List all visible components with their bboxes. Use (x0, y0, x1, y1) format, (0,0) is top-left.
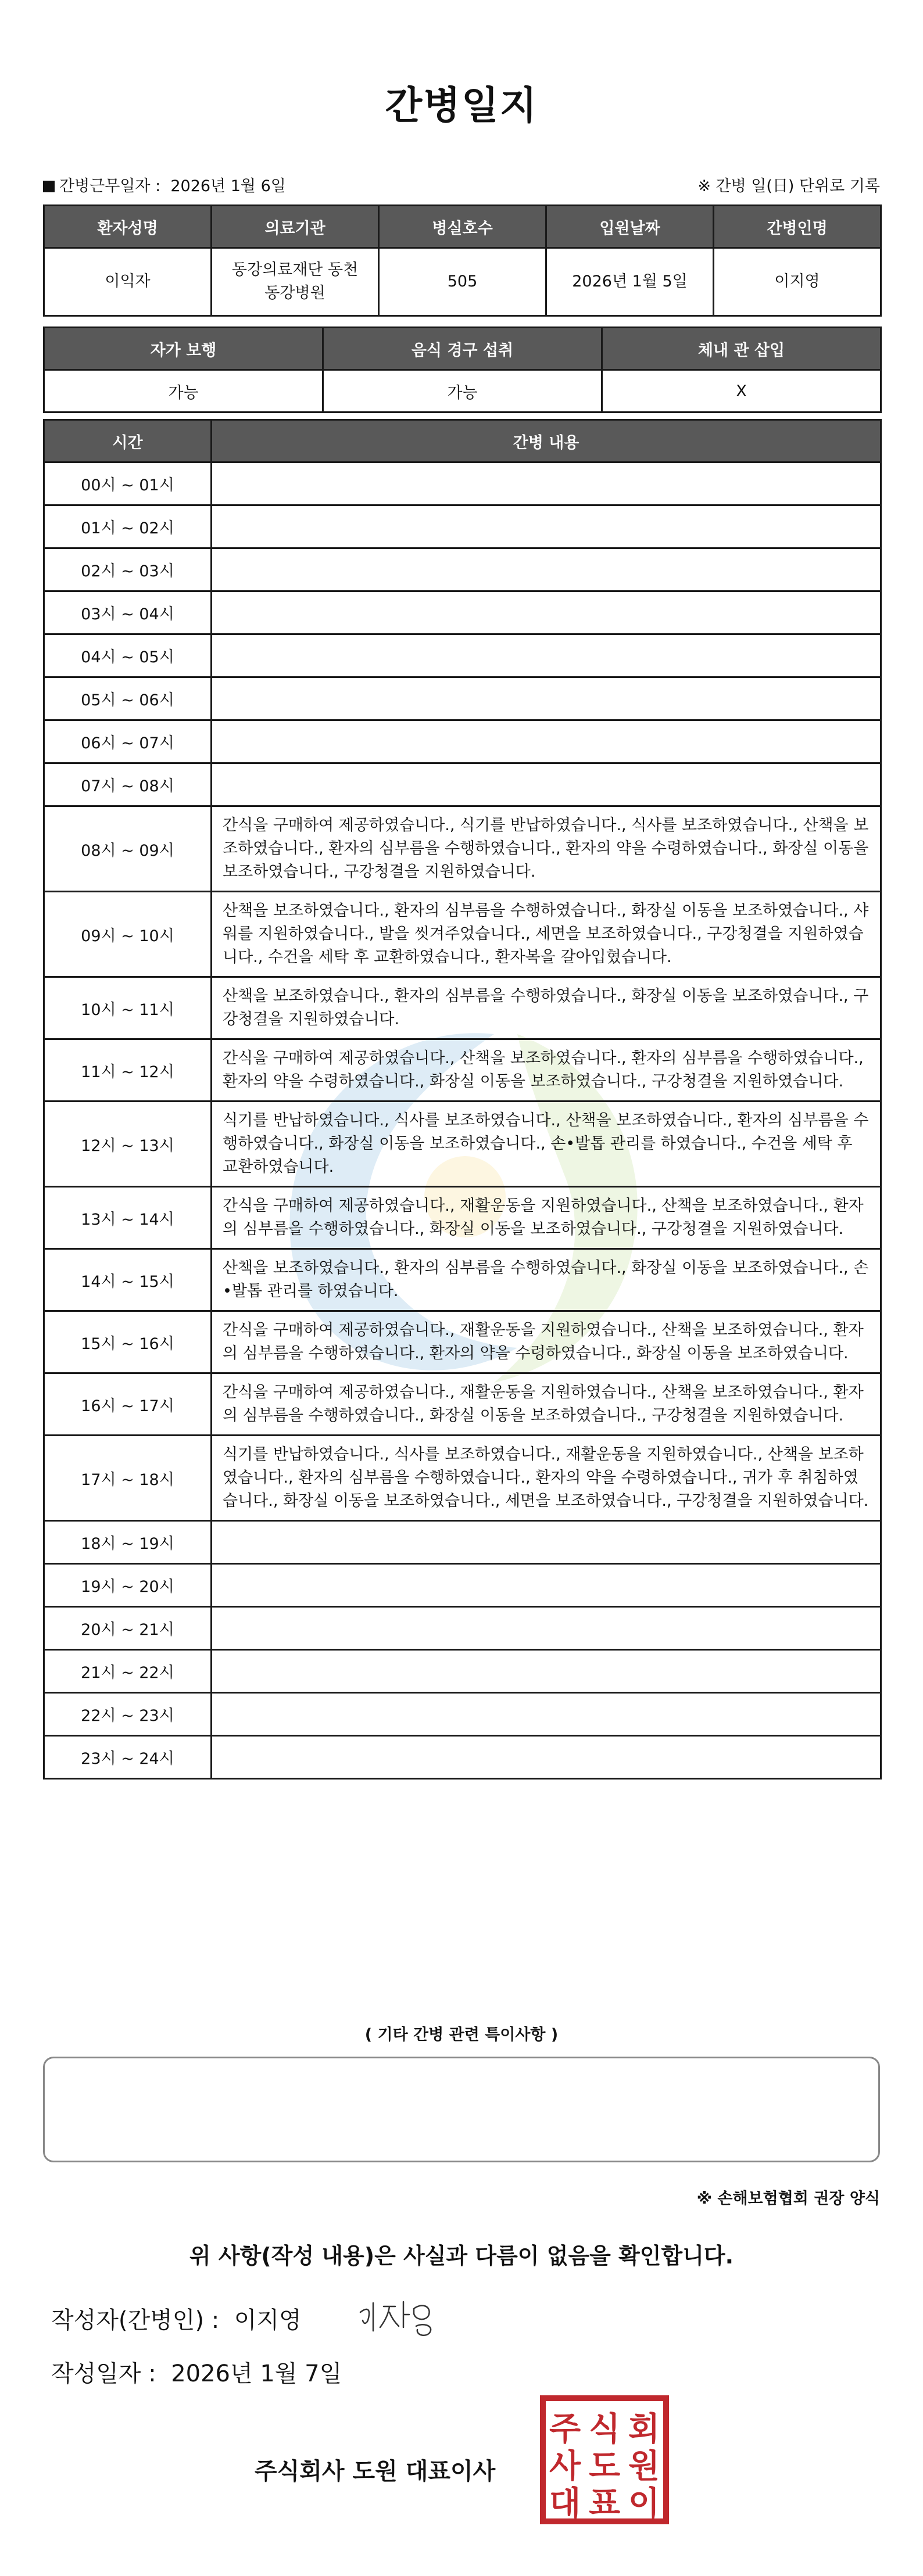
patient-info-value-row (44, 248, 881, 316)
log-content: 간식을 구매하여 제공하였습니다., 산책을 보조하였습니다., 환자의 심부름을 수행하였습니다., 환자의 약을 수령하였습니다., 화장실 이동을 보조하였습니다., 구강청결을 지원하였습니다. (212, 1039, 881, 1102)
tube-insertion-value: X (602, 370, 881, 412)
log-row (44, 892, 881, 977)
log-time: 17시 ~ 18시 (44, 1436, 212, 1521)
log-row (44, 462, 881, 505)
written-date-line (51, 2355, 342, 2388)
admission-date: 2026년 1월 5일 (546, 248, 714, 316)
log-row (44, 1521, 881, 1564)
log-row (44, 1102, 881, 1187)
header-time: 시간 (44, 420, 212, 462)
oral-intake-value: 가능 (323, 370, 602, 412)
header-patient-name: 환자성명 (44, 206, 212, 248)
log-row (44, 634, 881, 677)
work-date-label: 간병근무일자 : (59, 177, 161, 195)
log-body (44, 462, 881, 1779)
log-content (212, 1521, 881, 1564)
hospital-cell (212, 248, 379, 316)
patient-info-table (43, 204, 882, 317)
log-time: 20시 ~ 21시 (44, 1607, 212, 1650)
log-time: 16시 ~ 17시 (44, 1373, 212, 1436)
log-content (212, 763, 881, 806)
svg-text:원: 원 (628, 2448, 660, 2485)
page-title: 간병일지 (385, 83, 538, 128)
log-row (44, 1187, 881, 1249)
log-content (212, 720, 881, 763)
log-content: 간식을 구매하여 제공하였습니다., 재활운동을 지원하였습니다., 산책을 보조하였습니다., 환자의 심부름을 수행하였습니다., 화장실 이동을 보조하였습니다., 구강청결을 지원하였습니다. (212, 1187, 881, 1249)
header-admission-date: 입원날짜 (546, 206, 714, 248)
patient-status-header-row (44, 328, 881, 370)
log-row (44, 977, 881, 1039)
log-content (212, 1650, 881, 1693)
svg-text:이: 이 (628, 2485, 660, 2523)
hospital-name-line1: 동강의료재단 동천 (231, 261, 359, 279)
log-row (44, 1311, 881, 1373)
log-time: 21시 ~ 22시 (44, 1650, 212, 1693)
handwritten-signature (356, 2295, 443, 2341)
header-care-content: 간병 내용 (212, 420, 881, 462)
svg-text:표: 표 (588, 2485, 621, 2523)
company-representative: 주식회사 도원 대표이사 (255, 2458, 496, 2485)
log-row (44, 1650, 881, 1693)
written-date-value: 2026년 1월 7일 (171, 2360, 342, 2387)
work-date-value: 2026년 1월 6일 (170, 177, 286, 195)
svg-text:사: 사 (549, 2448, 581, 2485)
header-oral-intake: 음식 경구 섭취 (323, 328, 602, 370)
log-content (212, 1693, 881, 1736)
log-content: 식기를 반납하였습니다., 식사를 보조하였습니다., 산책을 보조하였습니다., 환자의 심부름을 수행하였습니다., 화장실 이동을 보조하였습니다., 손•발톱 관리를 하였습니다., 수건을 세탁 후 교환하였습니다. (212, 1102, 881, 1187)
log-time: 00시 ~ 01시 (44, 462, 212, 505)
log-content (212, 677, 881, 720)
log-time: 04시 ~ 05시 (44, 634, 212, 677)
log-row (44, 763, 881, 806)
log-time: 23시 ~ 24시 (44, 1736, 212, 1779)
log-content: 간식을 구매하여 제공하였습니다., 재활운동을 지원하였습니다., 산책을 보조하였습니다., 환자의 심부름을 수행하였습니다., 환자의 약을 수령하였습니다., 화장실 이동을 보조하였습니다. (212, 1311, 881, 1373)
log-time: 18시 ~ 19시 (44, 1521, 212, 1564)
log-time: 10시 ~ 11시 (44, 977, 212, 1039)
svg-text:대: 대 (549, 2485, 581, 2523)
svg-text:식: 식 (588, 2410, 621, 2448)
writer-label: 작성자(간병인) : (51, 2307, 220, 2334)
log-content (212, 591, 881, 634)
log-row (44, 1373, 881, 1436)
log-time: 19시 ~ 20시 (44, 1564, 212, 1607)
log-time: 13시 ~ 14시 (44, 1187, 212, 1249)
log-time: 08시 ~ 09시 (44, 806, 212, 892)
log-time: 06시 ~ 07시 (44, 720, 212, 763)
log-time: 12시 ~ 13시 (44, 1102, 212, 1187)
log-content (212, 505, 881, 548)
log-content: 산책을 보조하였습니다., 환자의 심부름을 수행하였습니다., 화장실 이동을 보조하였습니다., 샤워를 지원하였습니다., 발을 씻겨주었습니다., 세면을 보조하였습니다., 구강청결을 지원하였습니다., 수건을 세탁 후 교환하였습니다., 환자복을 갈아입혔습니다. (212, 892, 881, 977)
log-row (44, 720, 881, 763)
log-content: 산책을 보조하였습니다., 환자의 심부름을 수행하였습니다., 화장실 이동을 보조하였습니다., 구강청결을 지원하였습니다. (212, 977, 881, 1039)
svg-text:도: 도 (588, 2448, 621, 2485)
log-row (44, 1039, 881, 1102)
header-self-walking: 자가 보행 (44, 328, 323, 370)
log-content: 간식을 구매하여 제공하였습니다., 재활운동을 지원하였습니다., 산책을 보조하였습니다., 환자의 심부름을 수행하였습니다., 화장실 이동을 보조하였습니다., 구강청결을 지원하였습니다. (212, 1373, 881, 1436)
special-notes-title: ( 기타 간병 관련 특이사항 ) (364, 2026, 559, 2044)
caregiver-name: 이지영 (714, 248, 881, 316)
log-content (212, 548, 881, 591)
log-time: 14시 ~ 15시 (44, 1249, 212, 1311)
log-time: 15시 ~ 16시 (44, 1311, 212, 1373)
log-row (44, 1436, 881, 1521)
log-content: 간식을 구매하여 제공하였습니다., 식기를 반납하였습니다., 식사를 보조하였습니다., 산책을 보조하였습니다., 환자의 심부름을 수행하였습니다., 환자의 약을 수령하였습니다., 화장실 이동을 보조하였습니다., 구강청결을 지원하였습니다. (212, 806, 881, 892)
log-time: 09시 ~ 10시 (44, 892, 212, 977)
log-row (44, 591, 881, 634)
log-row (44, 548, 881, 591)
log-content (212, 462, 881, 505)
svg-text:주: 주 (549, 2410, 581, 2448)
log-time: 11시 ~ 12시 (44, 1039, 212, 1102)
patient-name: 이익자 (44, 248, 212, 316)
writer-line (51, 2302, 302, 2335)
log-content (212, 1736, 881, 1779)
patient-status-value-row (44, 370, 881, 412)
company-seal-stamp (539, 2395, 670, 2525)
log-row (44, 1607, 881, 1650)
log-row (44, 1736, 881, 1779)
special-notes-box (43, 2057, 880, 2162)
log-row (44, 677, 881, 720)
room-number: 505 (379, 248, 546, 316)
record-unit-note: ※ 간병 일(日) 단위로 기록 (697, 177, 880, 195)
log-time: 22시 ~ 23시 (44, 1693, 212, 1736)
log-time: 07시 ~ 08시 (44, 763, 212, 806)
log-time: 05시 ~ 06시 (44, 677, 212, 720)
log-row (44, 806, 881, 892)
self-walking-value: 가능 (44, 370, 323, 412)
log-row (44, 1564, 881, 1607)
log-content (212, 1564, 881, 1607)
hourly-log-table (43, 419, 882, 1779)
patient-status-table (43, 327, 882, 413)
header-tube-insertion: 체내 관 삽입 (602, 328, 881, 370)
svg-text:회: 회 (628, 2410, 660, 2448)
writer-name: 이지영 (234, 2307, 302, 2334)
work-date (43, 173, 286, 196)
header-room: 병실호수 (379, 206, 546, 248)
log-row (44, 505, 881, 548)
patient-info-header-row (44, 206, 881, 248)
square-bullet-icon (43, 181, 55, 192)
hospital-name-line2: 동강병원 (264, 284, 325, 302)
recommended-form-note: ※ 손해보험협회 권장 양식 (696, 2190, 880, 2208)
header-hospital: 의료기관 (212, 206, 379, 248)
log-header-row (44, 420, 881, 462)
log-content (212, 634, 881, 677)
log-time: 01시 ~ 02시 (44, 505, 212, 548)
confirmation-statement: 위 사항(작성 내용)은 사실과 다름이 없음을 확인합니다. (189, 2243, 734, 2269)
log-time: 02시 ~ 03시 (44, 548, 212, 591)
log-time: 03시 ~ 04시 (44, 591, 212, 634)
log-content: 산책을 보조하였습니다., 환자의 심부름을 수행하였습니다., 화장실 이동을 보조하였습니다., 손•발톱 관리를 하였습니다. (212, 1249, 881, 1311)
log-content: 식기를 반납하였습니다., 식사를 보조하였습니다., 재활운동을 지원하였습니다., 산책을 보조하였습니다., 환자의 심부름을 수행하였습니다., 환자의 약을 수령하였습니다., 귀가 후 취침하였습니다., 화장실 이동을 보조하였습니다., 세면을 보조하였습니다., 구강청결을 지원하였습니다. (212, 1436, 881, 1521)
header-caregiver: 간병인명 (714, 206, 881, 248)
log-row (44, 1693, 881, 1736)
written-date-label: 작성일자 : (51, 2360, 156, 2387)
log-row (44, 1249, 881, 1311)
log-content (212, 1607, 881, 1650)
